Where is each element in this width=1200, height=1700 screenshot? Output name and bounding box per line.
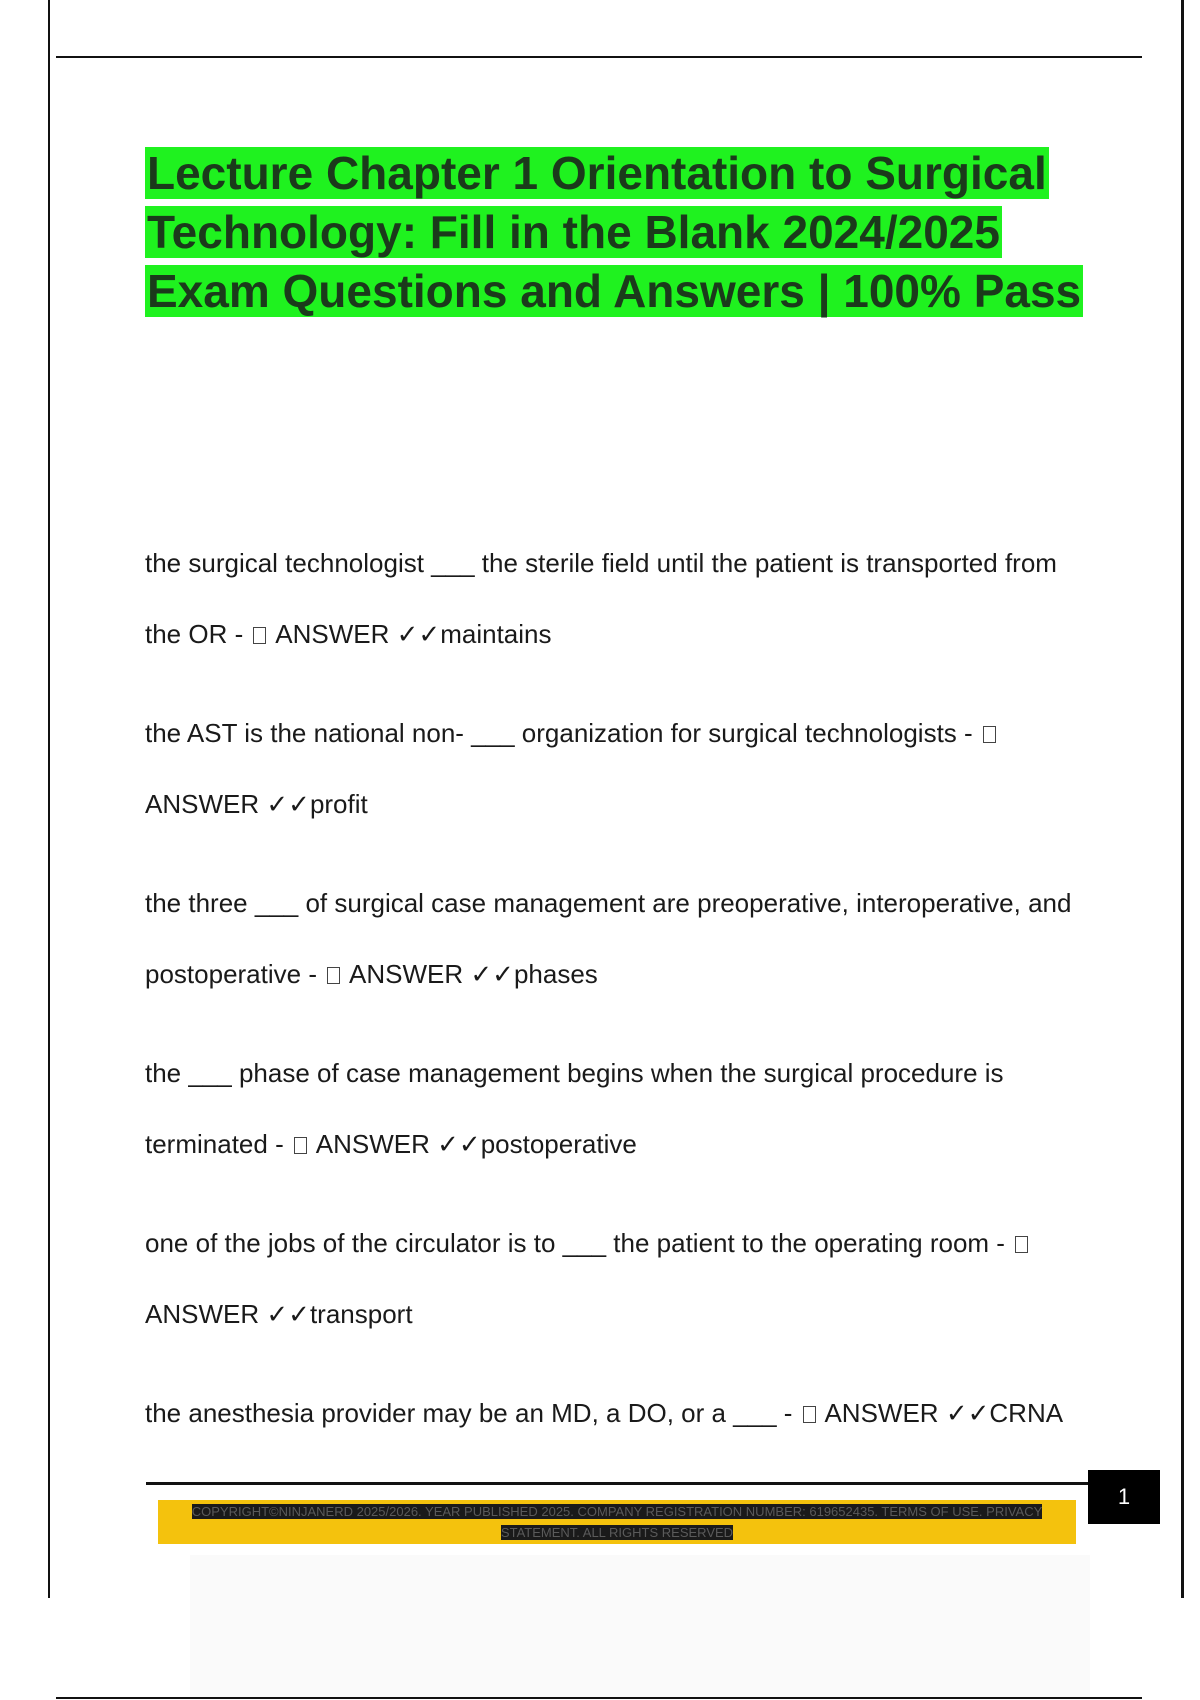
checkmark-icon: ✓✓ <box>470 960 514 990</box>
checkmark-icon: ✓✓ <box>945 1399 990 1429</box>
checkmark-icon: ✓✓ <box>266 1300 310 1330</box>
answer-label: ANSWER <box>145 789 260 819</box>
qa-item <box>145 868 1090 1011</box>
answer-text: phases <box>513 959 598 989</box>
page-number: 1 <box>1088 1470 1160 1524</box>
box-icon <box>1015 1236 1028 1253</box>
answer-text: transport <box>309 1299 413 1329</box>
qa-list <box>145 528 1090 1477</box>
title-text: Lecture Chapter 1 Orientation to Surgical Technology: Fill in the Blank 2024/2025 Exam Questions and Answers | 100% Pass <box>147 147 1082 317</box>
qa-item <box>145 1378 1090 1450</box>
box-icon <box>253 627 266 644</box>
answer-label: ANSWER <box>349 959 464 989</box>
box-icon <box>803 1406 816 1423</box>
checkmark-icon: ✓✓ <box>266 790 310 820</box>
question-text: the three ___ of surgical case management are preoperative, interoperative, and postoperative - <box>145 888 1072 989</box>
answer-label: ANSWER <box>275 619 390 649</box>
question-text: the AST is the national non- ___ organization for surgical technologists - <box>145 718 973 748</box>
box-icon <box>983 726 996 743</box>
checkmark-icon: ✓✓ <box>396 620 441 650</box>
answer-label: ANSWER <box>145 1299 260 1329</box>
footer-rule <box>146 1482 1090 1485</box>
header-rule <box>56 56 1142 58</box>
question-text: the ___ phase of case management begins when the surgical procedure is terminated - <box>145 1058 1004 1159</box>
box-icon <box>327 967 340 984</box>
answer-text: postoperative <box>480 1129 637 1159</box>
answer-label: ANSWER <box>315 1129 430 1159</box>
qa-item <box>145 1038 1090 1181</box>
box-icon <box>294 1137 307 1154</box>
question-text: the anesthesia provider may be an MD, a DO, or a ___ - <box>145 1398 793 1428</box>
answer-text: CRNA <box>989 1398 1064 1428</box>
document-title <box>145 144 1095 321</box>
page-bottom-area <box>190 1555 1090 1697</box>
qa-item <box>145 528 1090 671</box>
bottom-rule <box>56 1697 1142 1699</box>
copyright-notice <box>172 1501 1062 1543</box>
checkmark-icon: ✓✓ <box>437 1130 481 1160</box>
answer-text: profit <box>309 789 368 819</box>
question-text: the surgical technologist ___ the sterile field until the patient is transported from the OR - <box>145 548 1057 649</box>
copyright-text: COPYRIGHT©NINJANERD 2025/2026. YEAR PUBLISHED 2025. COMPANY REGISTRATION NUMBER: 619652435. TERMS OF USE. PRIVACY STATEMENT. ALL RIGHTS RESERVED <box>191 1504 1043 1540</box>
qa-item <box>145 698 1090 841</box>
qa-item <box>145 1208 1090 1351</box>
question-text: one of the jobs of the circulator is to ___ the patient to the operating room - <box>145 1228 1005 1258</box>
answer-text: maintains <box>440 619 552 649</box>
answer-label: ANSWER <box>824 1398 939 1428</box>
